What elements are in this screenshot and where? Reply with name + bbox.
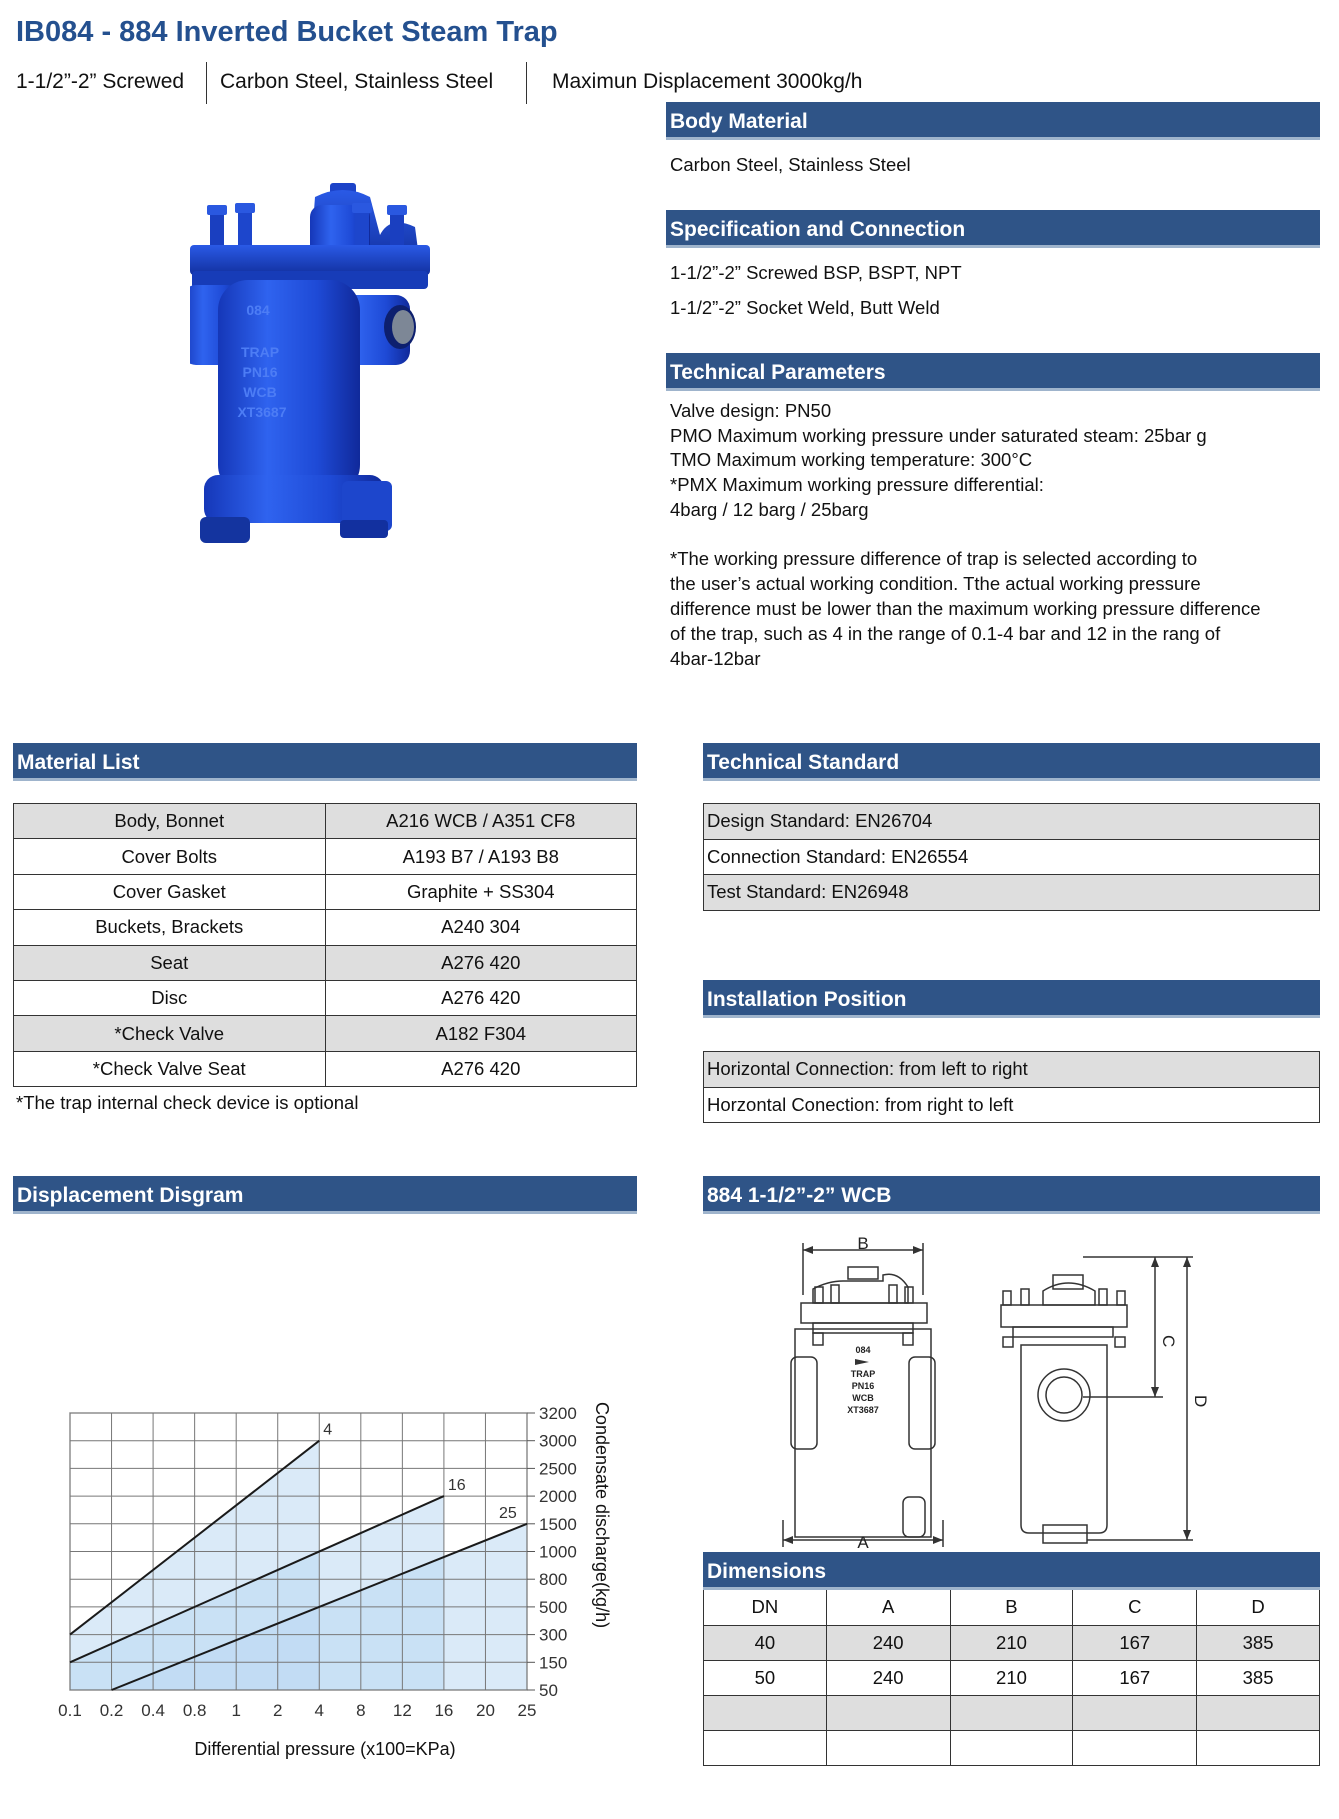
part-name: Buckets, Brackets bbox=[14, 910, 326, 945]
installation-table bbox=[703, 1051, 1320, 1123]
body-material-text: Carbon Steel, Stainless Steel bbox=[670, 154, 911, 175]
tech-param-line: PMO Maximum working pressure under saturated steam: 25bar g bbox=[670, 425, 1207, 446]
installation-heading: Installation Position bbox=[703, 980, 1320, 1018]
table-row bbox=[704, 839, 1320, 875]
table-row bbox=[704, 1660, 1320, 1695]
part-material: Graphite + SS304 bbox=[325, 874, 637, 909]
x-tick-label: 0.8 bbox=[182, 1701, 207, 1720]
table-row bbox=[14, 910, 637, 945]
dim-cell bbox=[1073, 1695, 1197, 1730]
header-divider bbox=[206, 62, 207, 104]
dim-cell bbox=[704, 1730, 827, 1765]
part-material: A193 B7 / A193 B8 bbox=[325, 839, 637, 874]
spec-line: 1-1/2”-2” Socket Weld, Butt Weld bbox=[670, 297, 940, 318]
column-header: C bbox=[1073, 1590, 1197, 1625]
body-material-heading: Body Material bbox=[666, 102, 1320, 140]
dim-cell: 167 bbox=[1073, 1625, 1197, 1660]
casting-text: TRAP bbox=[240, 344, 280, 360]
material-note: *The trap internal check device is optional bbox=[16, 1092, 359, 1113]
standard-item: Test Standard: EN26948 bbox=[704, 875, 1320, 911]
casting-text: 084 bbox=[246, 302, 270, 318]
part-name: Disc bbox=[14, 980, 326, 1015]
casting-text: XT3687 bbox=[237, 404, 287, 420]
table-row bbox=[704, 1087, 1320, 1123]
tech-param-line: 4barg / 12 barg / 25barg bbox=[670, 499, 869, 520]
part-name: Seat bbox=[14, 945, 326, 980]
part-material: A240 304 bbox=[325, 910, 637, 945]
dim-cell bbox=[1073, 1730, 1197, 1765]
displacement-label: Maximun Displacement 3000kg/h bbox=[552, 70, 863, 93]
x-tick-label: 0.4 bbox=[141, 1701, 165, 1720]
x-axis-label: Differential pressure (x100=KPa) bbox=[194, 1739, 456, 1759]
material-label: Carbon Steel, Stainless Steel bbox=[220, 70, 494, 93]
y-tick-label: 3000 bbox=[539, 1431, 577, 1451]
table-row bbox=[14, 1016, 637, 1051]
table-row bbox=[14, 839, 637, 874]
spec-line: 1-1/2”-2” Screwed BSP, BSPT, NPT bbox=[670, 262, 962, 283]
casting-text: XT3687 bbox=[847, 1405, 879, 1415]
table-row bbox=[14, 1051, 637, 1086]
x-tick-label: 2 bbox=[272, 1701, 283, 1720]
dimensions-heading: Dimensions bbox=[703, 1552, 1320, 1590]
dim-cell bbox=[826, 1730, 950, 1765]
casting-text: 084 bbox=[855, 1345, 871, 1355]
x-tick-label: 4 bbox=[314, 1701, 325, 1720]
part-name: Cover Gasket bbox=[14, 874, 326, 909]
page-title: IB084 - 884 Inverted Bucket Steam Trap bbox=[16, 16, 558, 48]
part-material: A276 420 bbox=[325, 1051, 637, 1086]
installation-item: Horzontal Conection: from right to left bbox=[704, 1087, 1320, 1123]
material-list-heading: Material List bbox=[13, 743, 637, 781]
displacement-chart bbox=[0, 1250, 660, 1770]
dim-label-a: A bbox=[857, 1533, 869, 1550]
casting-text: WCB bbox=[243, 384, 277, 400]
x-tick-label: 0.1 bbox=[58, 1701, 82, 1720]
table-header-row bbox=[704, 1590, 1320, 1625]
table-row bbox=[704, 1730, 1320, 1765]
part-name: *Check Valve bbox=[14, 1016, 326, 1051]
dim-cell: 50 bbox=[704, 1660, 827, 1695]
table-row bbox=[14, 874, 637, 909]
displacement-heading: Displacement Disgram bbox=[13, 1176, 637, 1214]
dim-cell bbox=[1197, 1695, 1320, 1730]
series-label: 16 bbox=[447, 1477, 466, 1495]
tech-param-line: TMO Maximum working temperature: 300°C bbox=[670, 449, 1033, 470]
part-name: Body, Bonnet bbox=[14, 804, 326, 839]
dim-label-c: C bbox=[1159, 1335, 1178, 1348]
dimension-drawing bbox=[703, 1235, 1320, 1550]
y-tick-label: 50 bbox=[539, 1681, 558, 1700]
table-row bbox=[704, 804, 1320, 840]
y-tick-label: 2000 bbox=[539, 1487, 577, 1507]
dim-cell bbox=[826, 1695, 950, 1730]
tech-note-line: difference must be lower than the maximum working pressure difference bbox=[670, 598, 1261, 619]
standard-item: Design Standard: EN26704 bbox=[704, 804, 1320, 840]
part-material: A276 420 bbox=[325, 980, 637, 1015]
casting-text: PN16 bbox=[242, 364, 278, 380]
part-material: A216 WCB / A351 CF8 bbox=[325, 804, 637, 839]
column-header: D bbox=[1197, 1590, 1320, 1625]
x-tick-label: 12 bbox=[392, 1701, 412, 1720]
table-row bbox=[704, 1052, 1320, 1088]
spec-heading: Specification and Connection bbox=[666, 210, 1320, 248]
y-tick-label: 1000 bbox=[539, 1542, 577, 1562]
dim-cell: 210 bbox=[950, 1660, 1073, 1695]
series-label: 4 bbox=[323, 1421, 333, 1439]
dim-cell bbox=[1197, 1730, 1320, 1765]
tech-note-line: the user’s actual working condition. Tthe actual working pressure bbox=[670, 573, 1201, 594]
dim-cell: 167 bbox=[1073, 1660, 1197, 1695]
dim-cell bbox=[950, 1695, 1073, 1730]
material-table bbox=[13, 803, 637, 1087]
size-label: 1-1/2”-2” Screwed bbox=[16, 70, 185, 93]
y-tick-label: 3200 bbox=[539, 1404, 577, 1423]
dim-cell: 385 bbox=[1197, 1660, 1320, 1695]
y-tick-label: 500 bbox=[539, 1597, 568, 1617]
x-tick-label: 0.2 bbox=[99, 1701, 124, 1720]
dim-cell: 385 bbox=[1197, 1625, 1320, 1660]
header-divider bbox=[526, 62, 527, 104]
y-tick-label: 150 bbox=[539, 1653, 568, 1673]
x-tick-label: 8 bbox=[356, 1701, 366, 1720]
dim-cell: 240 bbox=[826, 1625, 950, 1660]
tech-param-line: Valve design: PN50 bbox=[670, 400, 832, 421]
x-tick-label: 16 bbox=[434, 1701, 454, 1720]
table-row bbox=[704, 1695, 1320, 1730]
dim-cell: 40 bbox=[704, 1625, 827, 1660]
dim-cell bbox=[950, 1730, 1073, 1765]
table-row bbox=[14, 980, 637, 1015]
tech-params-heading: Technical Parameters bbox=[666, 353, 1320, 391]
y-tick-label: 800 bbox=[539, 1570, 568, 1590]
table-row bbox=[704, 1625, 1320, 1660]
column-header: DN bbox=[704, 1590, 827, 1625]
y-axis-label: Condensate discharge(kg/h) bbox=[592, 1401, 612, 1629]
x-tick-label: 20 bbox=[475, 1701, 495, 1720]
table-row bbox=[704, 875, 1320, 911]
dim-label-b: B bbox=[857, 1235, 869, 1253]
dim-cell: 240 bbox=[826, 1660, 950, 1695]
drawing-heading: 884 1-1/2”-2” WCB bbox=[703, 1176, 1320, 1214]
dim-label-d: D bbox=[1191, 1395, 1210, 1408]
part-name: *Check Valve Seat bbox=[14, 1051, 326, 1086]
tech-note-line: of the trap, such as 4 in the range of 0.1-4 bar and 12 in the rang of bbox=[670, 623, 1221, 644]
x-tick-label: 1 bbox=[231, 1701, 241, 1720]
dimensions-table bbox=[703, 1590, 1320, 1766]
steam-trap-photo bbox=[190, 175, 490, 635]
tech-note-line: *The working pressure difference of trap is selected according to bbox=[670, 548, 1198, 569]
y-tick-label: 2500 bbox=[539, 1459, 577, 1479]
casting-text: WCB bbox=[852, 1393, 874, 1403]
standard-item: Connection Standard: EN26554 bbox=[704, 839, 1320, 875]
casting-text: TRAP bbox=[850, 1369, 876, 1379]
table-row bbox=[14, 804, 637, 839]
dim-cell: 210 bbox=[950, 1625, 1073, 1660]
dim-cell bbox=[704, 1695, 827, 1730]
y-tick-label: 300 bbox=[539, 1625, 568, 1645]
standard-table bbox=[703, 803, 1320, 911]
part-material: A276 420 bbox=[325, 945, 637, 980]
casting-text: PN16 bbox=[851, 1381, 875, 1391]
part-name: Cover Bolts bbox=[14, 839, 326, 874]
column-header: A bbox=[826, 1590, 950, 1625]
table-row bbox=[14, 945, 637, 980]
technical-standard-heading: Technical Standard bbox=[703, 743, 1320, 781]
tech-param-line: *PMX Maximum working pressure differential: bbox=[670, 474, 1044, 495]
tech-note-line: 4bar-12bar bbox=[670, 648, 761, 669]
part-material: A182 F304 bbox=[325, 1016, 637, 1051]
series-label: 25 bbox=[499, 1504, 517, 1522]
x-tick-label: 25 bbox=[517, 1701, 537, 1720]
column-header: B bbox=[950, 1590, 1073, 1625]
installation-item: Horizontal Connection: from left to right bbox=[704, 1052, 1320, 1088]
y-tick-label: 1500 bbox=[539, 1514, 577, 1534]
